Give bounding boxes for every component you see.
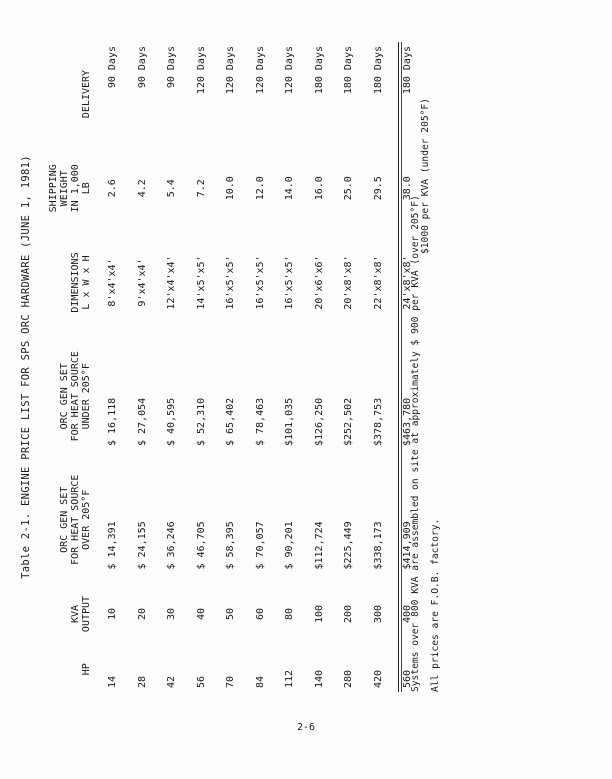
cell-hp: 560: [402, 669, 414, 688]
table-row: [187, 42, 217, 692]
table-bottom-rule-2: [401, 42, 402, 692]
cell-dimensions: 20'x8'x8': [343, 255, 355, 310]
cell-weight: 12.0: [254, 176, 266, 201]
cell-weight: 38.0: [402, 176, 414, 201]
cell-delivery: 90 Days: [166, 46, 178, 89]
table-row: [128, 42, 158, 692]
cell-delivery: 180 Days: [313, 46, 325, 95]
cell-price-under-205: $463,780: [402, 397, 414, 446]
cell-weight: 5.4: [166, 179, 178, 198]
cell-delivery: 120 Days: [225, 46, 237, 95]
cell-weight: 4.2: [136, 179, 148, 198]
cell-delivery: 90 Days: [107, 46, 119, 89]
header-orc-under-205: ORC GEN SET FOR HEAT SOURCE UNDER 205°F: [59, 351, 92, 442]
cell-dimensions: 22'x8'x8': [372, 255, 384, 310]
note-line-2: All prices are F.O.B. factory.: [430, 518, 441, 692]
cell-kva: 30: [166, 607, 178, 621]
cell-hp: 112: [284, 669, 296, 688]
cell-hp: 84: [254, 675, 266, 688]
table-row: [305, 42, 335, 692]
cell-dimensions: 24'x8'x8': [402, 255, 414, 310]
cell-hp: 56: [195, 675, 207, 688]
header-delivery: DELIVERY: [81, 69, 92, 119]
header-hp: HP: [81, 663, 92, 676]
cell-hp: 280: [343, 669, 355, 688]
cell-hp: 420: [372, 669, 384, 688]
cell-kva: 60: [254, 607, 266, 621]
cell-price-over-205: $112,724: [313, 521, 325, 570]
cell-price-under-205: $101,035: [284, 397, 296, 446]
cell-price-under-205: $ 52,310: [195, 397, 207, 446]
page-number: 2-6: [296, 722, 316, 733]
cell-price-over-205: $ 24,155: [136, 521, 148, 570]
cell-kva: 200: [343, 604, 355, 624]
cell-price-under-205: $ 27,054: [136, 397, 148, 446]
cell-price-over-205: $ 90,201: [284, 521, 296, 570]
cell-dimensions: 16'x5'x5': [225, 255, 237, 310]
cell-price-under-205: $ 40,595: [166, 397, 178, 446]
cell-dimensions: 12'x4'x4': [166, 255, 178, 310]
cell-kva: 100: [313, 604, 325, 624]
cell-dimensions: 16'x5'x5': [254, 255, 266, 310]
rotated-table-block: [20, 42, 450, 692]
cell-price-over-205: $338,173: [372, 521, 384, 570]
cell-delivery: 90 Days: [136, 46, 148, 89]
cell-weight: 2.6: [107, 179, 119, 198]
cell-kva: 10: [107, 607, 119, 621]
table-row: [157, 42, 187, 692]
cell-delivery: 120 Days: [254, 46, 266, 95]
cell-kva: 400: [402, 604, 414, 624]
cell-price-over-205: $414,909: [402, 521, 414, 570]
cell-delivery: 180 Days: [372, 46, 384, 95]
cell-price-over-205: $ 36,246: [166, 521, 178, 570]
cell-delivery: 120 Days: [284, 46, 296, 95]
table-row: [275, 42, 305, 692]
cell-price-under-205: $378,753: [372, 397, 384, 446]
cell-weight: 14.0: [284, 176, 296, 201]
cell-hp: 28: [136, 675, 148, 688]
table-body: [98, 42, 423, 692]
cell-delivery: 180 Days: [343, 46, 355, 95]
cell-hp: 42: [166, 675, 178, 688]
cell-weight: 16.0: [313, 176, 325, 201]
cell-kva: 40: [195, 607, 207, 621]
cell-dimensions: 14'x5'x5': [195, 255, 207, 310]
table-row: [364, 42, 394, 692]
cell-kva: 20: [136, 607, 148, 621]
header-orc-over-205: ORC GEN SET FOR HEAT SOURCE OVER 205°F: [59, 474, 92, 565]
table-title: Table 2-1. ENGINE PRICE LIST FOR SPS ORC HARDWARE (JUNE 1, 1981): [20, 155, 32, 579]
cell-delivery: 120 Days: [195, 46, 207, 95]
table-header-row: [48, 42, 98, 692]
cell-price-over-205: $ 70,057: [254, 521, 266, 570]
header-kva-output: KVA OUTPUT: [70, 595, 92, 633]
cell-kva: 50: [225, 607, 237, 621]
header-dimensions: DIMENSIONS L x W x H: [70, 252, 92, 313]
cell-weight: 25.0: [343, 176, 355, 201]
cell-hp: 70: [225, 675, 237, 688]
table-row: [246, 42, 276, 692]
header-shipping-weight: SHIPPING WEIGHT IN 1,000 LB: [48, 164, 92, 213]
cell-price-under-205: $126,250: [313, 397, 325, 446]
table-row: [98, 42, 128, 692]
cell-delivery: 180 Days: [402, 46, 414, 95]
cell-price-over-205: $225,449: [343, 521, 355, 570]
cell-price-over-205: $ 58,395: [225, 521, 237, 570]
cell-price-under-205: $ 65,402: [225, 397, 237, 446]
cell-hp: 14: [107, 675, 119, 688]
price-table: [48, 42, 423, 692]
table-row: [334, 42, 364, 692]
cell-price-under-205: $ 16,118: [107, 397, 119, 446]
cell-dimensions: 20'x6'x6': [313, 255, 325, 310]
cell-dimensions: 16'x5'x5': [284, 255, 296, 310]
cell-kva: 80: [284, 607, 296, 621]
note-line-1: Systems over 800 KVA are assembled on site at approximately $ 900 per KVA (over 205°F): [410, 195, 421, 692]
cell-dimensions: 9'x4'x4': [136, 258, 148, 307]
cell-price-over-205: $ 14,391: [107, 521, 119, 570]
table-row: [216, 42, 246, 692]
cell-weight: 10.0: [225, 176, 237, 201]
cell-dimensions: 8'x4'x4': [107, 258, 119, 307]
cell-kva: 300: [372, 604, 384, 624]
cell-price-under-205: $252,502: [343, 397, 355, 446]
cell-weight: 29.5: [372, 176, 384, 201]
cell-price-under-205: $ 78,463: [254, 397, 266, 446]
cell-price-over-205: $ 46,705: [195, 521, 207, 570]
cell-weight: 7.2: [195, 179, 207, 198]
note-line-1-continued: $1000 per KVA (under 205°F): [420, 98, 431, 254]
table-bottom-rule: [398, 42, 399, 692]
cell-hp: 140: [313, 669, 325, 688]
